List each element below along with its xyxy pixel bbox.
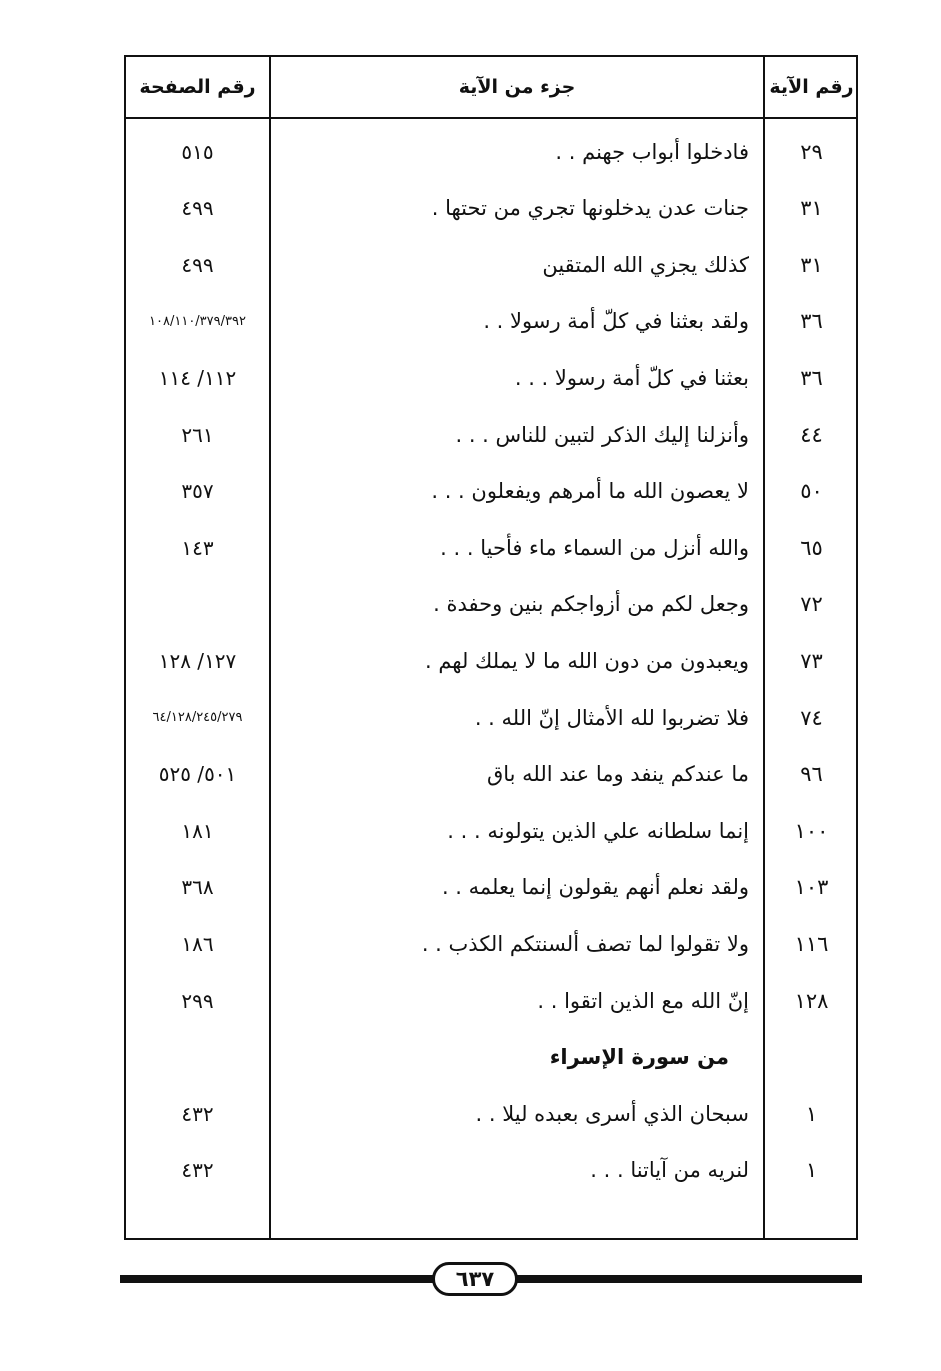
page-number-cell: ٣٦٨	[181, 875, 214, 900]
table-row	[126, 915, 856, 972]
verse-part-cell: فادخلوا أبواب جهنم . .	[555, 139, 749, 164]
page-number-cell: ٤٣٢	[181, 1158, 214, 1183]
verse-number-cell: ١٠٠	[794, 818, 829, 843]
page-number-cell: ١٤٣	[181, 535, 214, 560]
verse-number-cell: ٦٥	[800, 535, 823, 560]
table-row	[126, 746, 856, 803]
table-row	[126, 406, 856, 463]
table-row	[126, 123, 856, 180]
table-row	[126, 1142, 856, 1199]
verse-number-cell: ٧٢	[800, 592, 823, 617]
verse-part-cell: فلا تضربوا لله الأمثال إنّ الله . .	[474, 705, 749, 730]
table-row	[126, 236, 856, 293]
page-number-cell: ١١٢/ ١١٤	[158, 365, 237, 390]
verse-part-cell: وجعل لكم من أزواجكم بنين وحفدة .	[433, 592, 749, 617]
table-row	[126, 519, 856, 576]
page-number-cell: ٤٩٩	[181, 196, 214, 221]
verse-part-cell: ولا تقولوا لما تصف ألسنتكم الكذب . .	[421, 931, 749, 956]
table-row	[126, 180, 856, 237]
table-row	[126, 1085, 856, 1142]
verse-part-cell: جنات عدن يدخلونها تجري من تحتها .	[431, 196, 749, 221]
verse-number-cell: ١	[805, 1101, 818, 1126]
table-row	[126, 293, 856, 350]
verse-number-cell: ٣٦	[800, 365, 823, 390]
verse-part-cell: ولقد نعلم أنهم يقولون إنما يعلمه . .	[441, 875, 749, 900]
verse-number-cell: ١	[805, 1158, 818, 1183]
verse-number-cell: ٣١	[800, 196, 823, 221]
verse-number-cell: ٧٣	[800, 648, 823, 673]
page-number-cell: ١٠٨/١١٠/٣٧٩/٣٩٢	[149, 313, 246, 329]
verse-part-cell: لا يعصون الله ما أمرهم ويفعلون . . .	[431, 479, 749, 504]
page-number-cell: ٢٦١	[181, 422, 214, 447]
header-verse-part: جزء من الآية	[458, 76, 576, 98]
verse-part-cell: بعثنا في كلّ أمة رسولا . . .	[514, 365, 749, 390]
page-number-cell: ٣٥٧	[181, 479, 214, 504]
verse-part-cell: ويعبدون من دون الله ما لا يملك لهم .	[424, 648, 749, 673]
page-number-cell: ٤٣٢	[181, 1101, 214, 1126]
verse-number-cell: ٢٩	[800, 139, 823, 164]
index-table	[124, 55, 858, 1240]
table-row	[126, 689, 856, 746]
verse-part-cell: ما عندكم ينفد وما عند الله باق	[486, 762, 749, 787]
verse-number-cell: ٣٦	[800, 309, 823, 334]
page-number-cell: ٥١٥	[181, 139, 214, 164]
page-number-cell: ٤٩٩	[181, 252, 214, 277]
verse-number-cell: ٤٤	[800, 422, 823, 447]
table-row	[126, 632, 856, 689]
header-divider	[126, 117, 856, 119]
table-row	[126, 349, 856, 406]
verse-number-cell: ٥٠	[800, 479, 823, 504]
table-row	[126, 859, 856, 916]
page-number-cell	[126, 576, 269, 633]
header-page-number: رقم الصفحة	[139, 76, 256, 98]
page-number-cell: ١٨١	[181, 818, 214, 843]
table-row	[126, 463, 856, 520]
verse-number-cell: ١١٦	[794, 931, 829, 956]
page-number-cell: ١٨٦	[181, 931, 214, 956]
table-row	[126, 802, 856, 859]
page-number-cell: ١٢٧/ ١٢٨	[158, 648, 237, 673]
verse-part-cell: إنما سلطانه علي الذين يتولونه . . .	[447, 818, 749, 843]
verse-part-cell: سبحان الذي أسرى بعبده ليلا . .	[475, 1101, 749, 1126]
verse-number-cell: ١٠٣	[794, 875, 829, 900]
verse-number-cell: ٩٦	[800, 762, 823, 787]
section-heading-row	[126, 1029, 856, 1086]
header-verse-number: رقم الآية	[769, 76, 854, 98]
page-number: ٦٣٧	[432, 1262, 518, 1296]
verse-part-cell: إنّ الله مع الذين اتقوا . .	[537, 988, 749, 1013]
page-number-cell: ٢٩٩	[181, 988, 214, 1013]
table-row	[126, 576, 856, 633]
verse-part-cell: لنريه من آياتنا . . .	[590, 1158, 749, 1183]
verse-part-cell: ولقد بعثنا في كلّ أمة رسولا . .	[483, 309, 749, 334]
page-number-cell: ٦٤/١٢٨/٢٤٥/٢٧٩	[152, 710, 243, 725]
verse-part-cell: والله أنزل من السماء ماء فأحيا . . .	[440, 535, 749, 560]
verse-number-cell: ١٢٨	[794, 988, 829, 1013]
page-number-cell: ٥٠١/ ٥٢٥	[158, 762, 237, 787]
table-row	[126, 972, 856, 1029]
section-title: من سورة الإسراء	[549, 1045, 729, 1070]
verse-number-cell: ٧٤	[800, 705, 823, 730]
verse-part-cell: كذلك يجزي الله المتقين	[542, 252, 749, 277]
verse-number-cell: ٣١	[800, 252, 823, 277]
verse-part-cell: وأنزلنا إليك الذكر لتبين للناس . . .	[455, 422, 749, 447]
